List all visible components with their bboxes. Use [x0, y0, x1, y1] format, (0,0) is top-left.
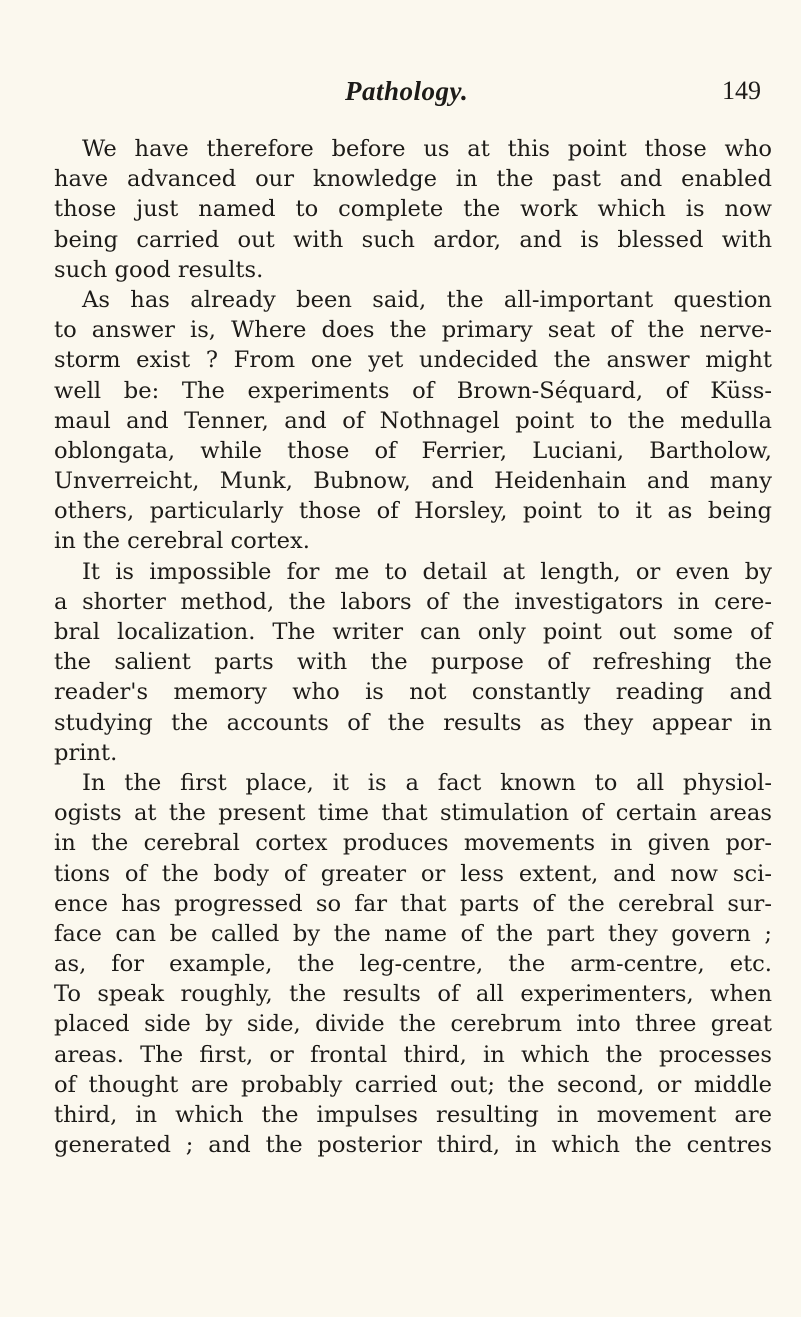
- page-number: 149: [722, 76, 761, 105]
- text-line: face can be called by the name of the part they govern ;: [54, 920, 772, 947]
- text-line: tions of the body of greater or less extent, and now sci-: [54, 860, 772, 887]
- text-line: being carried out with such ardor, and is blessed with: [54, 226, 772, 253]
- running-head: [0, 76, 801, 112]
- text-line: the salient parts with the purpose of refreshing the: [54, 649, 772, 676]
- text-line: generated ; and the posterior third, in which the centres: [54, 1132, 772, 1159]
- text-line: such good results.: [54, 256, 264, 283]
- text-line: to answer is, Where does the primary seat of the nerve-: [54, 317, 772, 344]
- text-line: print.: [54, 739, 118, 766]
- text-line: storm exist ? From one yet undecided the answer might: [54, 347, 772, 374]
- text-line: have advanced our knowledge in the past and enabled: [54, 166, 772, 193]
- text-line: of thought are probably carried out; the second, or middle: [54, 1071, 772, 1098]
- text-line: oblongata, while those of Ferrier, Luciani, Bartholow,: [54, 437, 772, 464]
- body-text: [54, 134, 772, 1160]
- text-line: maul and Tenner, and of Nothnagel point to the medulla: [54, 407, 772, 434]
- text-line: others, particularly those of Horsley, point to it as being: [54, 498, 772, 525]
- text-line: well be: The experiments of Brown-Séquard, of Küss-: [54, 377, 772, 404]
- running-title: Pathology.: [345, 76, 469, 106]
- text-line: ogists at the present time that stimulation of certain areas: [54, 800, 772, 827]
- text-line: reader's memory who is not constantly reading and: [54, 679, 772, 706]
- text-line: as, for example, the leg-centre, the arm-centre, etc.: [54, 951, 772, 978]
- text-line: in the cerebral cortex.: [54, 528, 310, 555]
- text-line: studying the accounts of the results as they appear in: [54, 709, 772, 736]
- text-line: To speak roughly, the results of all experimenters, when: [54, 981, 772, 1008]
- text-line: a shorter method, the labors of the investigators in cere-: [54, 588, 772, 615]
- text-line: placed side by side, divide the cerebrum into three great: [54, 1011, 772, 1038]
- text-line: ence has progressed so far that parts of the cerebral sur-: [54, 890, 772, 917]
- text-line: We have therefore before us at this point those who: [82, 136, 772, 162]
- text-line: As has already been said, the all-important question: [82, 286, 772, 313]
- text-line: in the cerebral cortex produces movements in given por-: [54, 830, 772, 857]
- text-line: those just named to complete the work which is now: [54, 196, 772, 223]
- text-line: third, in which the impulses resulting in movement are: [54, 1102, 772, 1128]
- text-line: areas. The first, or frontal third, in which the processes: [54, 1041, 772, 1068]
- text-line: bral localization. The writer can only point out some of: [54, 619, 772, 645]
- text-line: It is impossible for me to detail at length, or even by: [82, 558, 772, 585]
- text-line: In the first place, it is a fact known to all physiol-: [82, 769, 772, 796]
- text-line: Unverreicht, Munk, Bubnow, and Heidenhain and many: [54, 468, 772, 495]
